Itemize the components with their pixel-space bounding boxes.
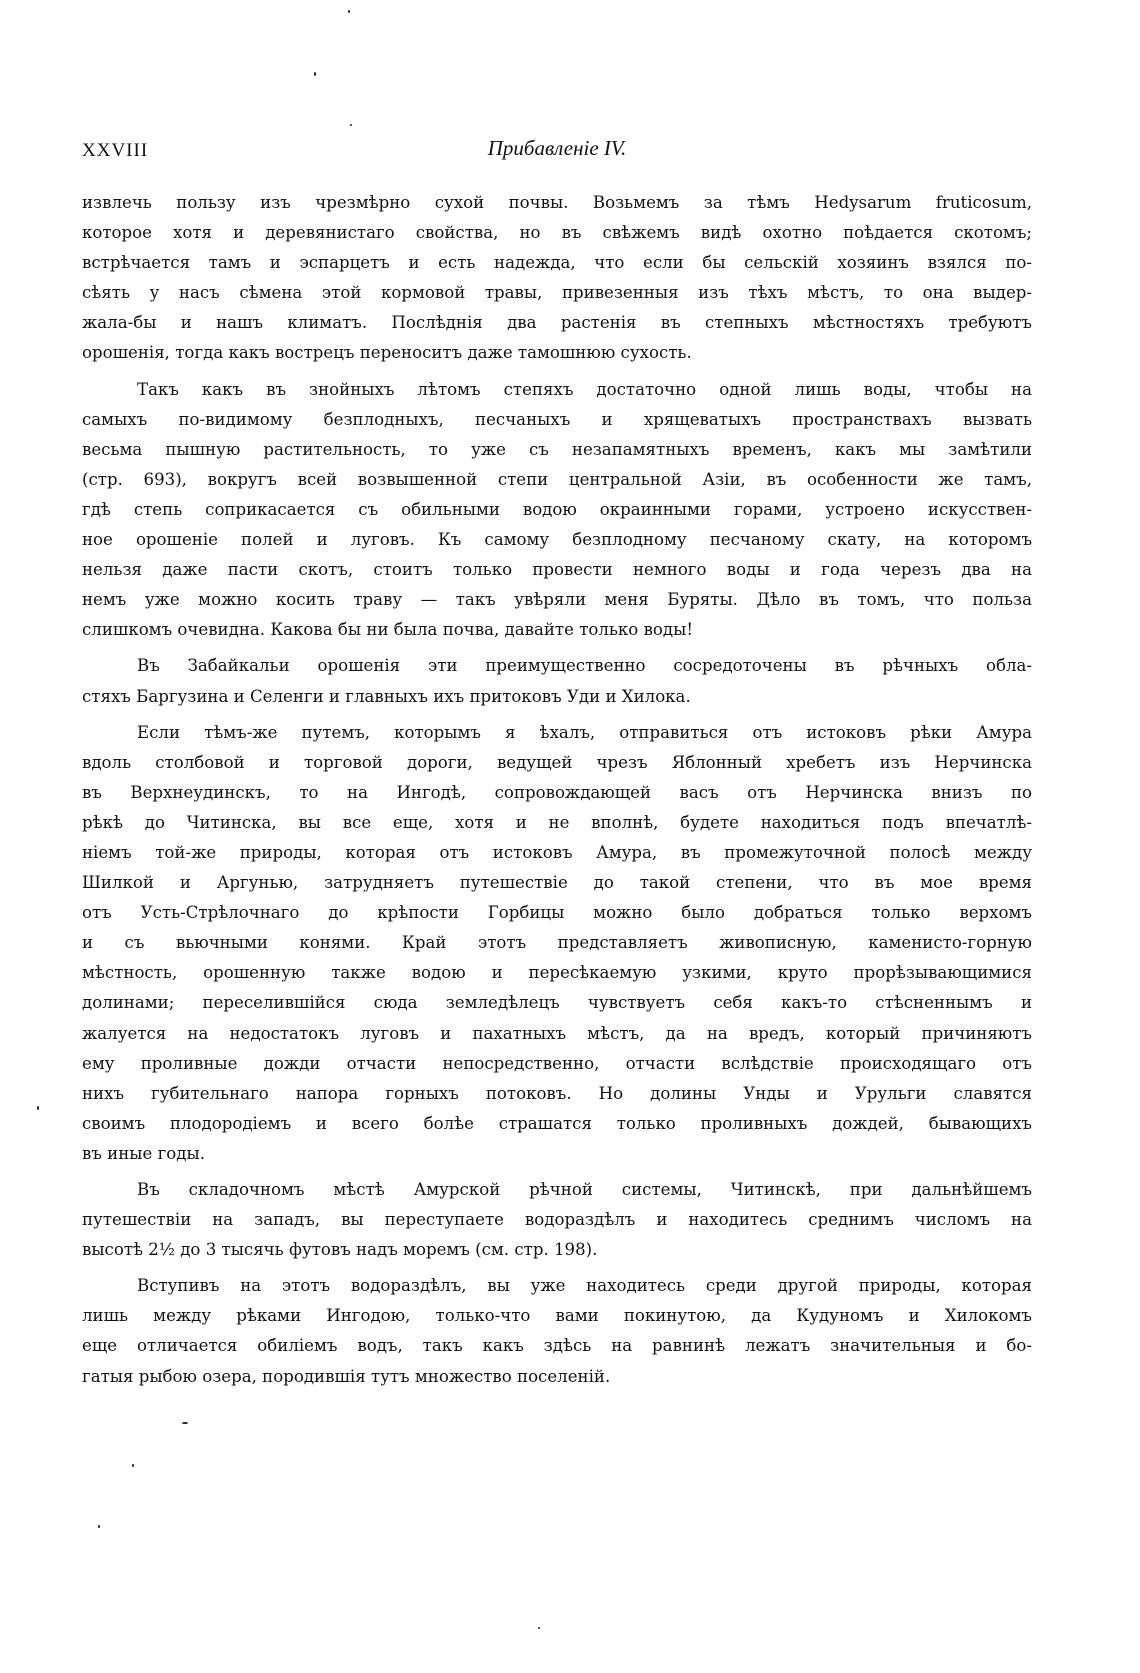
running-title: Прибавленіе IV. [487,136,627,160]
text-line: нельзя даже пасти скотъ, стоитъ только провести немного воды и года черезъ два на [82,560,1032,580]
text-line: стяхъ Баргузина и Селенги и главныхъ ихъ притоковъ Уди и Хилока. [82,686,691,706]
text-line: Въ складочномъ мѣстѣ Амурской рѣчной системы, Читинскѣ, при дальнѣйшемъ [137,1180,1032,1199]
text-line: Если тѣмъ-же путемъ, которымъ я ѣхалъ, отправиться отъ истоковъ рѣки Амура [137,722,1032,742]
text-line: весьма пышную растительность, то уже съ незапамятныхъ временъ, какъ мы замѣтили [82,439,1032,459]
text-line: слишкомъ очевидна. Какова бы ни была почва, давайте только воды! [82,620,693,640]
paragraph-1 [82,188,1032,369]
scan-speck [132,1464,134,1467]
scan-speck [348,10,350,13]
text-line: которое хотя и деревянистаго свойства, но въ свѣжемъ видѣ охотно поѣдается скотомъ; [82,223,1032,243]
scan-speck [182,1422,188,1424]
text-line: своимъ плодородіемъ и всего болѣе страшатся только проливныхъ дождей, бывающихъ [82,1113,1032,1133]
text-line: рѣкѣ до Читинска, вы все еще, хотя и не вполнѣ, будете находиться подъ впечатлѣ- [82,812,1032,832]
paragraph-2 [82,375,1032,646]
text-line: Вступивъ на этотъ водораздѣлъ, вы уже находитесь среди другой природы, которая [137,1276,1032,1296]
text-line: ніемъ той-же природы, которая отъ истоковъ Амура, въ промежуточной полосѣ между [82,842,1032,862]
scan-speck [98,1525,100,1528]
text-line: (стр. 693), вокругъ всей возвышенной степи центральной Азіи, въ особенности же тамъ, [82,469,1032,489]
paragraph-3 [82,651,1032,711]
text-line: вдоль столбовой и торговой дороги, ведущей чрезъ Яблонный хребетъ изъ Нерчинска [82,752,1032,772]
scan-speck [314,72,316,76]
text-line: гатыя рыбою озера, породившія тутъ множество поселеній. [82,1366,611,1386]
text-line: сѣять у насъ сѣмена этой кормовой травы, привезенныя изъ тѣхъ мѣстъ, то она выдер- [82,283,1032,303]
text-line: въ Верхнеудинскъ, то на Ингодѣ, сопровождающей васъ отъ Нерчинска внизъ по [82,782,1032,802]
text-line: еще отличается обиліемъ водъ, такъ какъ здѣсь на равнинѣ лежатъ значительныя и бо- [82,1336,1032,1356]
page-number: XXVIII [82,140,149,161]
paragraph-4 [82,718,1032,1169]
text-line: встрѣчается тамъ и эспарцетъ и есть надежда, что если бы сельскій хозяинъ взялся по- [82,253,1032,273]
text-line: Шилкой и Аргунью, затрудняетъ путешествіе до такой степени, что въ мое время [82,873,1032,893]
text-line: извлечь пользу изъ чрезмѣрно сухой почвы. Возьмемъ за тѣмъ Hedysarum fruticosum, [82,193,1032,212]
scan-speck [350,124,352,126]
text-line: немъ уже можно косить траву — такъ увѣряли меня Буряты. Дѣло въ томъ, что польза [82,590,1032,610]
page-header [82,136,1032,172]
text-line: самыхъ по-видимому безплодныхъ, песчаныхъ и хрящеватыхъ пространствахъ вызвать [82,409,1032,429]
text-line: высотѣ 2½ до 3 тысячь футовъ надъ моремъ (см. стр. 198). [82,1240,598,1260]
text-line: ное орошеніе полей и луговъ. Къ самому безплодному песчаному скату, на которомъ [82,530,1032,550]
text-line: отъ Усть-Стрѣлочнаго до крѣпости Горбицы можно было добраться только верхомъ [82,903,1032,923]
text-line: путешествіи на западъ, вы переступаете водораздѣлъ и находитесь среднимъ числомъ на [82,1210,1032,1230]
text-line: долинами; переселившійся сюда земледѣлецъ чувствуетъ себя какъ-то стѣсненнымъ и [82,993,1032,1013]
text-line: мѣстность, орошенную также водою и пересѣкаемую узкими, круто прорѣзывающимися [82,963,1032,983]
text-line: жалуется на недостатокъ луговъ и пахатныхъ мѣстъ, да на вредъ, который причиняютъ [82,1023,1032,1043]
scan-speck [538,1627,540,1629]
text-line: лишь между рѣками Ингодою, только-что вами покинутою, да Кудуномъ и Хилокомъ [82,1306,1032,1326]
paragraph-6 [82,1271,1032,1391]
paragraph-5 [82,1175,1032,1265]
text-line: ему проливные дожди отчасти непосредственно, отчасти вслѣдствіе происходящаго отъ [82,1053,1032,1073]
text-line: гдѣ степь соприкасается съ обильными водою окраинными горами, устроено искусствен- [82,499,1032,519]
text-line: и съ вьючными конями. Край этотъ представляетъ живописную, каменисто-горную [82,933,1032,953]
body-text [82,188,1032,1398]
text-line: нихъ губительнаго напора горныхъ потоковъ. Но долины Унды и Урульги славятся [82,1083,1032,1103]
text-line: въ иные годы. [82,1143,205,1163]
text-line: Въ Забайкальи орошенія эти преимущественно сосредоточены въ рѣчныхъ обла- [137,656,1032,676]
text-line: жала-бы и нашъ климатъ. Послѣднія два растенія въ степныхъ мѣстностяхъ требуютъ [82,313,1032,333]
text-line: орошенія, тогда какъ вострецъ переноситъ даже тамошнюю сухость. [82,343,692,363]
scan-speck [37,1106,39,1110]
text-line: Такъ какъ въ знойныхъ лѣтомъ степяхъ достаточно одной лишь воды, чтобы на [137,379,1032,399]
